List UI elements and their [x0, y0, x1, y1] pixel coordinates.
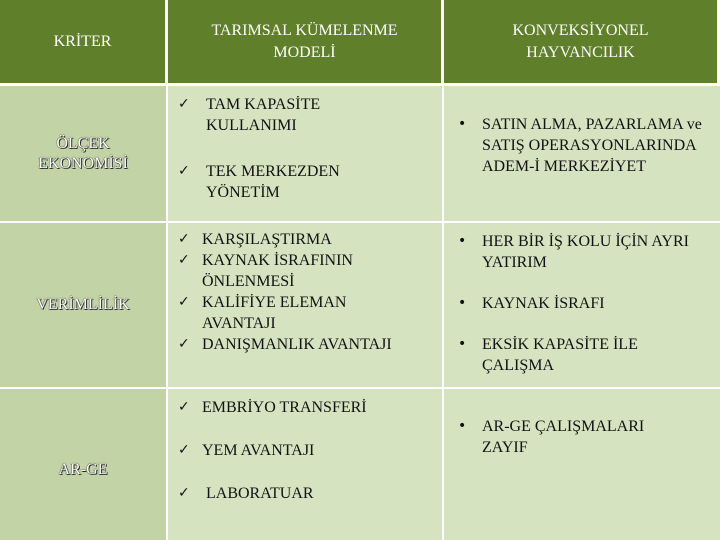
checkmark-icon: ✓	[178, 252, 190, 268]
criterion-label: VERİMLİLİK	[36, 296, 130, 313]
list-item-text: TAM KAPASİTE KULLANIMI	[206, 96, 321, 134]
list-item-text: DANIŞMANLIK AVANTAJI	[202, 336, 392, 353]
list-item-text: KARŞILAŞTIRMA	[202, 231, 332, 248]
list-item-text: SATIN ALMA, PAZARLAMA ve SATIŞ OPERASYONLARINDA ADEM-İ MERKEZİYET	[482, 116, 702, 175]
list-item-text: EKSİK KAPASİTE İLE ÇALIŞMA	[482, 336, 638, 374]
header-kriter	[0, 0, 168, 86]
conventional-cell-olcek	[444, 86, 720, 223]
header-kriter-label: KRİTER	[53, 32, 112, 50]
model-list	[178, 397, 434, 504]
model-list	[178, 229, 434, 355]
list-item-text: LABORATUAR	[206, 485, 314, 502]
conventional-list	[454, 231, 712, 376]
list-item	[178, 250, 434, 292]
list-item	[178, 397, 434, 418]
list-item	[178, 440, 434, 461]
criterion-label: AR-GE	[58, 461, 108, 478]
criterion-olcek-ekonomisi	[0, 86, 168, 223]
conventional-cell-arge	[444, 389, 720, 540]
checkmark-icon: ✓	[178, 96, 190, 112]
model-cell-verimlilik	[168, 223, 444, 389]
criterion-ar-ge	[0, 389, 168, 540]
checkmark-icon: ✓	[178, 336, 190, 352]
list-item	[454, 416, 712, 458]
header-conventional-label: KONVEKSİYONEL HAYVANCILIK	[512, 21, 649, 61]
header-model-label: TARIMSAL KÜMELENME MODELİ	[211, 21, 398, 61]
model-list	[178, 94, 434, 203]
checkmark-icon: ✓	[178, 442, 190, 458]
criterion-verimlilik	[0, 223, 168, 389]
list-item	[454, 334, 712, 376]
checkmark-icon: ✓	[178, 294, 190, 310]
list-item	[178, 229, 434, 250]
list-item-text: YEM AVANTAJI	[202, 442, 315, 459]
header-model	[168, 0, 444, 86]
list-item-text: KAYNAK İSRAFI	[482, 295, 605, 312]
list-item-text: AR-GE ÇALIŞMALARI ZAYIF	[482, 418, 645, 456]
checkmark-icon: ✓	[178, 485, 190, 501]
list-item	[178, 292, 434, 334]
list-item-text: HER BİR İŞ KOLU İÇİN AYRI YATIRIM	[482, 233, 689, 271]
dot-bullet-icon: •	[458, 233, 467, 249]
criterion-label: ÖLÇEK EKONOMİSİ	[38, 134, 128, 172]
checkmark-icon: ✓	[178, 163, 190, 179]
list-item	[178, 161, 434, 203]
list-item	[454, 114, 712, 177]
list-item-text: KALİFİYE ELEMAN AVANTAJI	[202, 294, 347, 332]
list-item	[454, 231, 712, 273]
list-item	[454, 293, 712, 314]
model-cell-olcek	[168, 86, 444, 223]
conventional-cell-verimlilik	[444, 223, 720, 389]
checkmark-icon: ✓	[178, 231, 190, 247]
model-cell-arge	[168, 389, 444, 540]
header-conventional	[444, 0, 720, 86]
list-item-text: TEK MERKEZDEN YÖNETİM	[206, 163, 340, 201]
dot-bullet-icon: •	[458, 295, 467, 311]
dot-bullet-icon: •	[458, 336, 467, 352]
list-item	[178, 94, 434, 136]
list-item	[178, 334, 434, 355]
conventional-list	[454, 114, 712, 177]
checkmark-icon: ✓	[178, 399, 190, 415]
conventional-list	[454, 416, 712, 458]
list-item-text: EMBRİYO TRANSFERİ	[202, 399, 367, 416]
list-item-text: KAYNAK İSRAFININ ÖNLENMESİ	[202, 252, 353, 290]
dot-bullet-icon: •	[458, 418, 467, 434]
list-item	[178, 483, 434, 504]
dot-bullet-icon: •	[458, 116, 467, 132]
